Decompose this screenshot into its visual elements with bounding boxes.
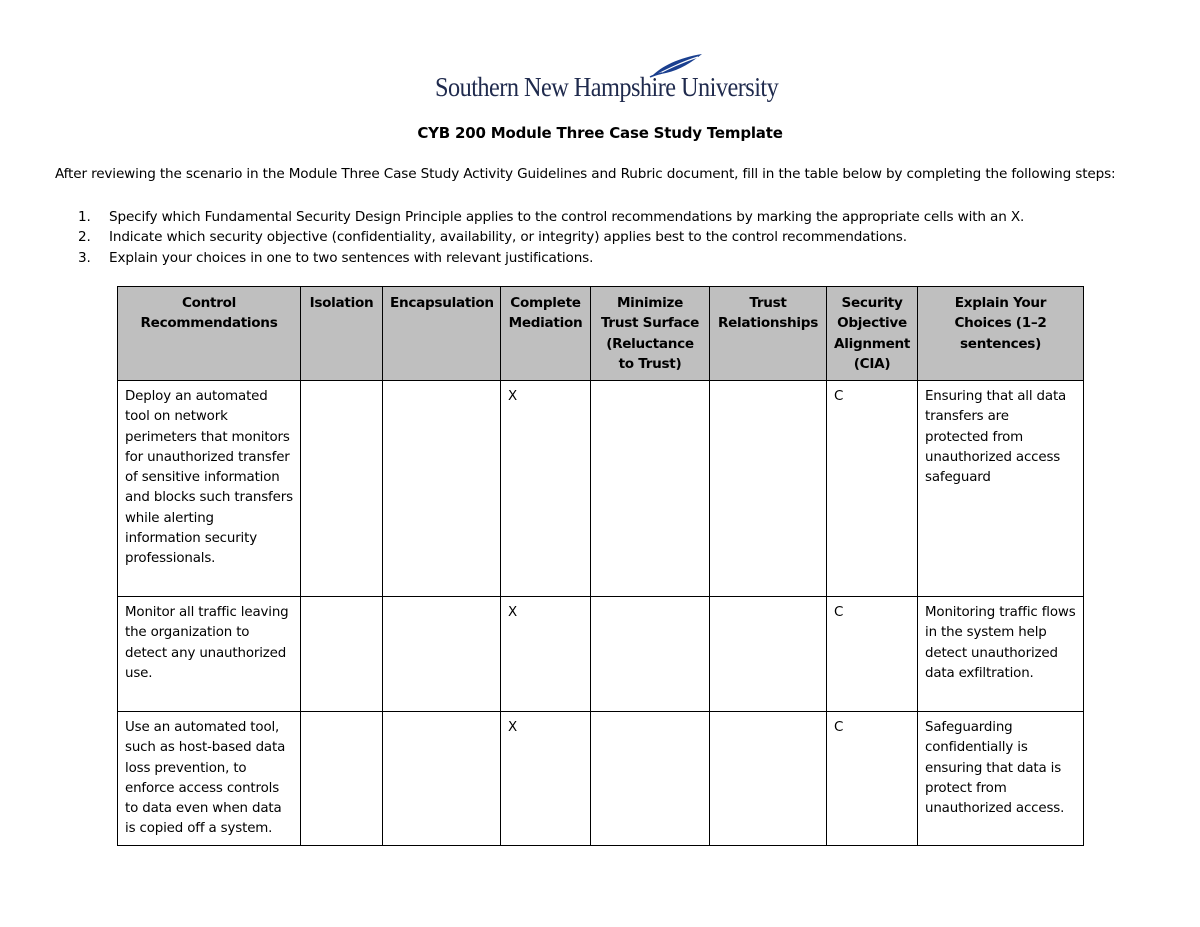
cell-isolation: [301, 597, 383, 712]
header-encapsulation: Encapsulation: [383, 287, 501, 381]
cell-encapsulation: [383, 381, 501, 597]
cell-trust-relationships: [710, 381, 827, 597]
cell-explanation: Ensuring that all data transfers are protected from unauthorized access safeguard: [918, 381, 1084, 597]
case-study-table: [117, 286, 1084, 846]
header-control-recommendations: Control Recommendations: [118, 287, 301, 381]
cell-explanation: Monitoring traffic flows in the system help detect unauthorized data exfiltration.: [918, 597, 1084, 712]
step-item: [78, 248, 1024, 268]
steps-list: [78, 207, 1024, 268]
cell-isolation: [301, 712, 383, 846]
cell-recommendation: Deploy an automated tool on network perimeters that monitors for unauthorized transfer of sensitive information and blocks such transfers while alerting information security professionals.: [118, 381, 301, 597]
table-header-row: [118, 287, 1084, 381]
step-item: [78, 207, 1024, 227]
cell-complete-mediation: X: [501, 381, 591, 597]
header-isolation: Isolation: [301, 287, 383, 381]
step-text: Explain your choices in one to two sentences with relevant justifications.: [109, 249, 594, 266]
table-row: [118, 712, 1084, 846]
cell-minimize-trust-surface: [591, 381, 710, 597]
logo-text: Southern New Hampshire University: [435, 72, 779, 102]
header-complete-mediation: Complete Mediation: [501, 287, 591, 381]
cell-minimize-trust-surface: [591, 712, 710, 846]
cell-trust-relationships: [710, 712, 827, 846]
step-text: Indicate which security objective (confidentiality, availability, or integrity) applies best to the control recommendations.: [109, 229, 907, 246]
cell-cia: C: [827, 381, 918, 597]
page-title: CYB 200 Module Three Case Study Template: [417, 124, 783, 142]
cell-complete-mediation: X: [501, 712, 591, 846]
cell-encapsulation: [383, 712, 501, 846]
header-minimize-trust-surface: Minimize Trust Surface (Reluctance to Trust): [591, 287, 710, 381]
cell-minimize-trust-surface: [591, 597, 710, 712]
intro-paragraph: After reviewing the scenario in the Module Three Case Study Activity Guidelines and Rubric document, fill in the table below by completing the following steps:: [55, 166, 1116, 182]
step-item: [78, 227, 1024, 247]
step-number: 1.: [78, 209, 91, 225]
header-trust-relationships: Trust Relationships: [710, 287, 827, 381]
cell-cia: C: [827, 597, 918, 712]
cell-trust-relationships: [710, 597, 827, 712]
step-number: 2.: [78, 229, 91, 246]
header-explain-choices: Explain Your Choices (1–2 sentences): [918, 287, 1084, 381]
step-text: Specify which Fundamental Security Design Principle applies to the control recommendations by marking the appropriate cells with an X.: [109, 209, 1025, 225]
table-row: [118, 381, 1084, 597]
table-row: [118, 597, 1084, 712]
cell-recommendation: Use an automated tool, such as host-based data loss prevention, to enforce access controls to data even when data is copied off a system.: [118, 712, 301, 846]
cell-isolation: [301, 381, 383, 597]
cell-recommendation: Monitor all traffic leaving the organization to detect any unauthorized use.: [118, 597, 301, 712]
cell-encapsulation: [383, 597, 501, 712]
step-number: 3.: [78, 249, 91, 266]
cell-complete-mediation: X: [501, 597, 591, 712]
cell-explanation: Safeguarding confidentially is ensuring that data is protect from unauthorized access.: [918, 712, 1084, 846]
snhu-logo: [432, 52, 779, 108]
cell-cia: C: [827, 712, 918, 846]
header-security-objective: Security Objective Alignment (CIA): [827, 287, 918, 381]
